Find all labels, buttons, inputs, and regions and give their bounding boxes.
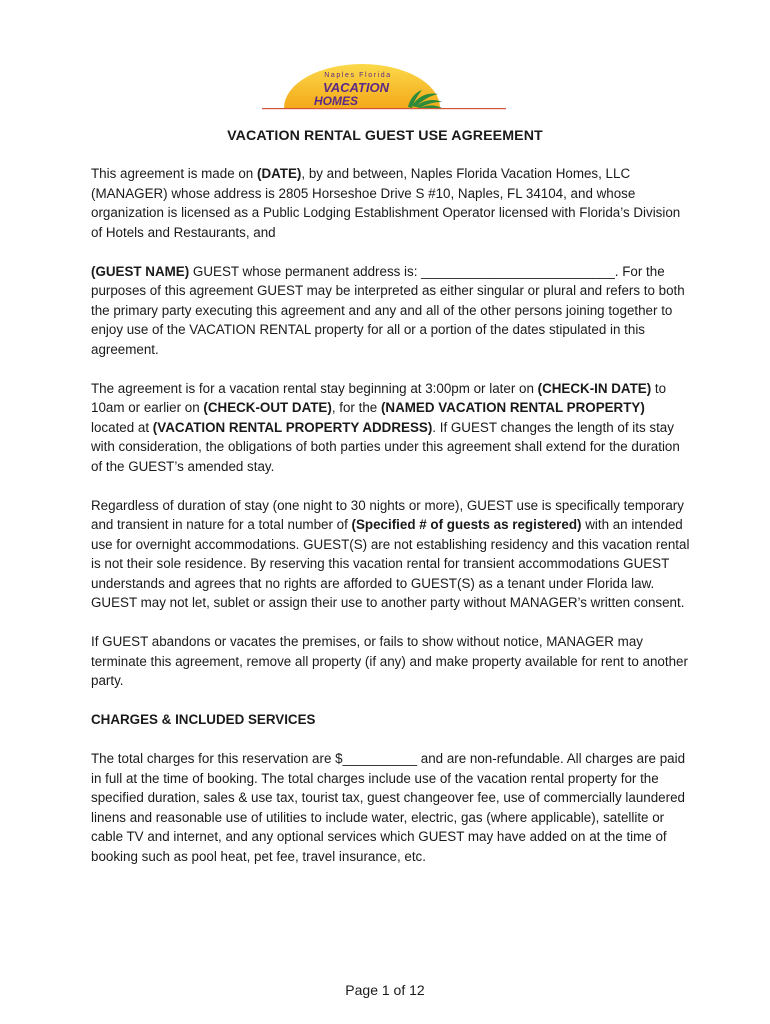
agreement-body [91, 164, 691, 886]
company-logo [262, 62, 506, 112]
logo-line2: VACATION [323, 80, 389, 95]
page-number: Page 1 of 12 [345, 982, 425, 998]
logo-line3: HOMES [313, 94, 359, 108]
charges-heading: CHARGES & INCLUDED SERVICES [91, 712, 316, 727]
guest-name-placeholder: (GUEST NAME) [91, 263, 190, 279]
paragraph-charges: The total charges for this reservation are $__________ and are non-refundable. All charges are paid in full at the time of booking. The total charges include use of the vacation rental property for the specified duration, sales & use tax, tourist tax, guest changeover fee, use of commercially laundered linens and reasonable use of utilities to include water, electric, gas (where applicable), satellite or cable TV and internet, and any optional services which GUEST may have added on at the time of booking such as pool heat, pet fee, travel insurance, etc. [91, 751, 686, 864]
paragraph-abandon: If GUEST abandons or vacates the premises, or fails to show without notice, MANAGER may terminate this agreement, remove all property (if any) and make property available for rent to another party. [91, 634, 688, 688]
paragraph-intro: This agreement is made on (DATE), by and between, Naples Florida Vacation Homes, LLC (MANAGER) whose address is 2805 Horseshoe Drive S #10, Naples, FL 34104, and whose organization is licensed as a Public Lodging Establishment Operator licensed with Florida’s Division of Hotels and Restaurants, and [91, 166, 681, 240]
checkout-placeholder: (CHECK-OUT DATE) [203, 400, 332, 415]
address-placeholder: (VACATION RENTAL PROPERTY ADDRESS) [152, 419, 433, 435]
paragraph-stay: The agreement is for a vacation rental stay beginning at 3:00pm or later on (CHECK-IN DATE) to 10am or earlier on (CHECK-OUT DATE), for the (NAMED VACATION RENTAL PROPERTY) located at (VACATION RENTAL PROPERTY ADDRESS). If GUEST changes the length of its stay with consideration, the obligations of both parties under this agreement shall extend for the duration of the GUEST’s amended stay. [91, 380, 680, 474]
property-placeholder: (NAMED VACATION RENTAL PROPERTY) [380, 400, 645, 415]
checkin-placeholder: (CHECK-IN DATE) [537, 380, 652, 396]
date-placeholder: (DATE) [256, 166, 302, 181]
logo-rule [262, 108, 506, 109]
logo-line1: Naples Florida [324, 72, 392, 79]
paragraph-guest: (GUEST NAME) GUEST whose permanent address is: __________________________. For the purposes of this agreement GUEST may be interpreted as either singular or plural and refers to both the primary party executing this agreement and any and all of the other persons joining together to enjoy use of the VACATION RENTAL property for all or a portion of the dates stipulated in this agreement. [91, 263, 685, 357]
paragraph-duration: Regardless of duration of stay (one night to 30 nights or more), GUEST use is specifically temporary and transient in nature for a total number of (Specified # of guests as registered) with an intended use for overnight accommodations. GUEST(S) are not establishing residency and this vacation rental is not their sole residence. By reserving this vacation rental for transient accommodations GUEST understands and agrees that no rights are afforded to GUEST(S) as a tenant under Florida law. GUEST may not let, sublet or assign their use to another party without MANAGER’s written consent. [91, 497, 690, 610]
document-title: VACATION RENTAL GUEST USE AGREEMENT [227, 128, 543, 144]
guests-placeholder: (Specified # of guests as registered) [351, 517, 582, 532]
